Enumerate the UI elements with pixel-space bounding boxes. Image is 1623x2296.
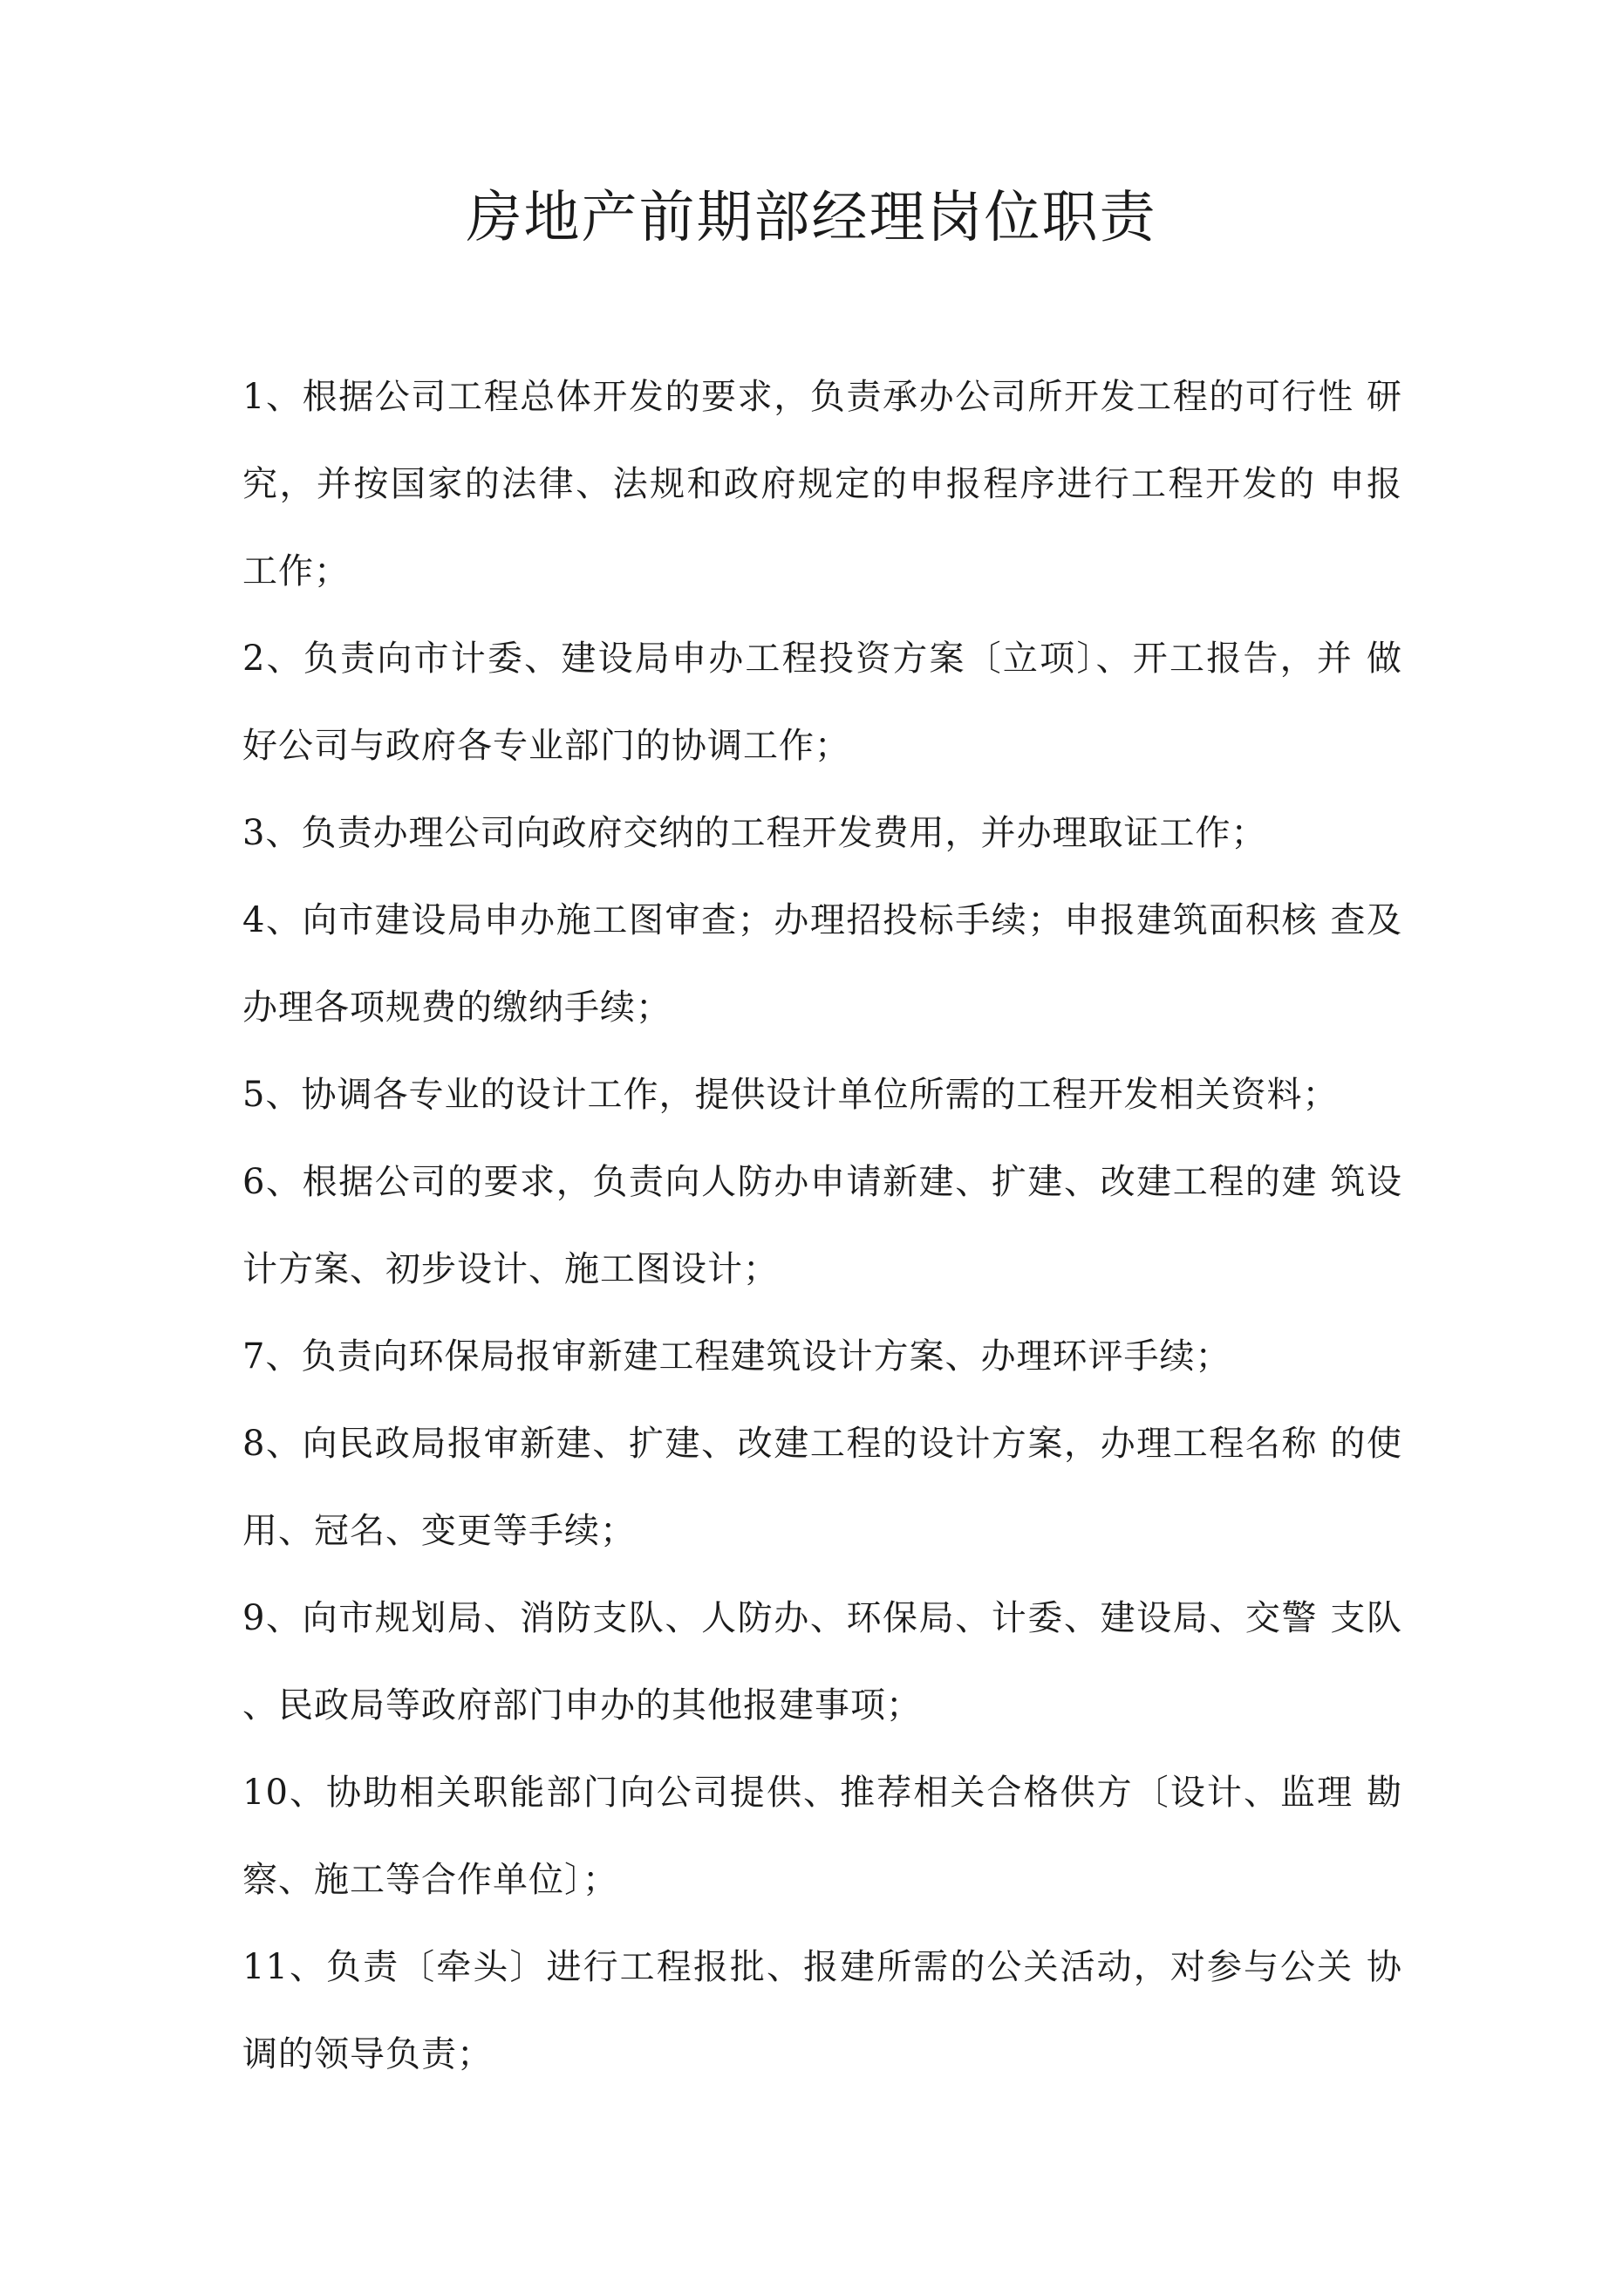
text-line: 3、负责办理公司向政府交纳的工程开发费用，并办理取证工作； [242,813,1267,853]
text-line: 调的领导负责； [242,2034,493,2074]
text-line: 、民政局等政府部门申办的其他报建事项； [242,1685,922,1725]
text-line: 办理各项规费的缴纳手续； [242,987,672,1028]
text-line: 9、向市规划局、消防支队、人防办、环保局、计委、建设局、交警 支队 [242,1598,1402,1638]
document-title: 房地产前期部经理岗位职责 [466,186,1157,250]
text-line: 5、协调各专业的设计工作，提供设计单位所需的工程开发相关资料； [242,1075,1339,1115]
text-line: 7、负责向环保局报审新建工程建筑设计方案、办理环评手续； [242,1336,1231,1377]
text-line: 10、协助相关职能部门向公司提供、推荐相关合格供方〔设计、监理 勘 [242,1773,1402,1813]
text-line: 1、根据公司工程总体开发的要求，负责承办公司所开发工程的可行性 研 [242,377,1402,417]
text-line: 2、负责向市计委、建设局申办工程投资方案〔立项〕、开工报告，并 做 [242,639,1402,679]
text-line: 究，并按国家的法律、法规和政府规定的申报程序进行工程开发的 申报 [242,464,1402,504]
text-line: 好公司与政府各专业部门的协调工作； [242,726,850,766]
text-line: 察、施工等合作单位〕； [242,1860,618,1900]
text-line: 8、向民政局报审新建、扩建、改建工程的设计方案，办理工程名称 的使 [242,1424,1402,1464]
text-line: 计方案、初步设计、施工图设计； [242,1249,779,1289]
text-line: 工作； [242,551,350,591]
text-line: 4、向市建设局申办施工图审查；办理招投标手续；申报建筑面积核 查及 [242,900,1402,940]
document-body [242,353,1402,2098]
text-line: 11、负责〔牵头〕进行工程报批、报建所需的公关活动，对参与公关 协 [242,1947,1402,1987]
text-line: 用、冠名、变更等手续； [242,1511,636,1551]
text-line: 6、根据公司的要求，负责向人防办申请新建、扩建、改建工程的建 筑设 [242,1162,1402,1202]
